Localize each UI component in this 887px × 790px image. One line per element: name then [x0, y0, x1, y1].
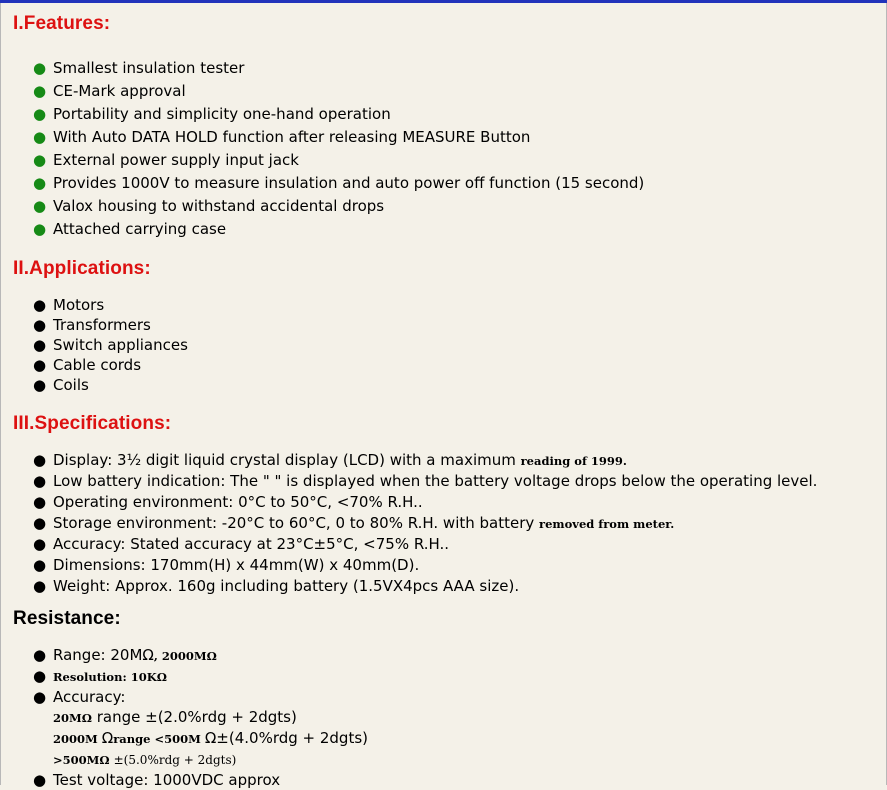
bullet-icon: ● — [33, 688, 47, 706]
accuracy-line-3 — [13, 749, 368, 770]
bullet-icon: ● — [33, 220, 47, 238]
list-item — [13, 687, 368, 707]
list-item — [13, 375, 188, 395]
list-item-text: Operating environment: 0°C to 50°C, <70% R.H.. — [53, 493, 423, 511]
list-item — [13, 295, 188, 315]
bullet-icon: ● — [33, 646, 47, 664]
list-item — [13, 103, 644, 126]
bullet-icon: ● — [33, 105, 47, 123]
bullet-icon: ● — [33, 296, 47, 314]
bullet-icon: ● — [33, 174, 47, 192]
list-item — [13, 513, 817, 534]
features-list — [13, 57, 644, 241]
list-item — [13, 666, 368, 687]
bullet-icon: ● — [33, 577, 47, 595]
features-title: I.Features: — [13, 13, 111, 34]
list-item-text: Storage environment: -20°C to 60°C, 0 to 80% R.H. with battery — [53, 514, 540, 532]
bullet-icon: ● — [33, 535, 47, 553]
bullet-icon: ● — [33, 667, 47, 685]
bullet-icon: ● — [33, 151, 47, 169]
bullet-icon: ● — [33, 771, 47, 789]
bullet-icon: ● — [33, 82, 47, 100]
acc2-main-a: Ω — [101, 729, 114, 747]
bullet-icon: ● — [33, 472, 47, 490]
accuracy-label: Accuracy: — [53, 688, 126, 706]
bullet-icon: ● — [33, 197, 47, 215]
list-item-text: Coils — [53, 376, 89, 394]
acc2-main-b: Ω±(4.0%rdg + 2dgts) — [204, 729, 369, 747]
list-item — [13, 555, 817, 576]
list-item-small-text: reading of 1999. — [520, 454, 627, 468]
list-item-text: External power supply input jack — [53, 151, 299, 169]
list-item — [13, 149, 644, 172]
list-item-text: Cable cords — [53, 356, 142, 374]
list-item-text: Weight: Approx. 160g including battery (1.5VX4pcs AAA size). — [53, 577, 520, 595]
range-text: Range: 20MΩ — [53, 646, 154, 664]
list-item-text: Dimensions: 170mm(H) x 44mm(W) x 40mm(D). — [53, 556, 420, 574]
range-small-text: , 2000MΩ — [153, 649, 217, 663]
list-item-text: With Auto DATA HOLD function after releasing MEASURE Button — [53, 128, 531, 146]
accuracy-line-1 — [13, 707, 368, 728]
list-item-text: Portability and simplicity one-hand operation — [53, 105, 391, 123]
bullet-icon: ● — [33, 128, 47, 146]
list-item — [13, 770, 368, 790]
acc2-small-b: range <500M — [113, 732, 205, 746]
list-item-text: Low battery indication: The " " is displayed when the battery voltage drops below the operating level. — [53, 472, 818, 490]
list-item-text: Attached carrying case — [53, 220, 227, 238]
accuracy-line-2 — [13, 728, 368, 749]
list-item — [13, 218, 644, 241]
list-item-text: CE-Mark approval — [53, 82, 186, 100]
test-voltage-text: Test voltage: 1000VDC approx — [53, 771, 281, 789]
acc1-main: range ±(2.0%rdg + 2dgts) — [91, 708, 297, 726]
list-item-small-text: removed from meter. — [539, 517, 675, 531]
list-item — [13, 315, 188, 335]
list-item — [13, 576, 817, 597]
list-item — [13, 534, 817, 555]
bullet-icon: ● — [33, 556, 47, 574]
bullet-icon: ● — [33, 316, 47, 334]
bullet-icon: ● — [33, 59, 47, 77]
acc2-small-a: 2000M — [53, 732, 102, 746]
list-item-text: Display: 3½ digit liquid crystal display (LCD) with a maximum — [53, 451, 521, 469]
list-item — [13, 80, 644, 103]
bullet-icon: ● — [33, 451, 47, 469]
applications-list — [13, 295, 188, 395]
specifications-title: III.Specifications: — [13, 413, 172, 434]
bullet-icon: ● — [33, 376, 47, 394]
list-item — [13, 450, 817, 471]
list-item-text: Switch appliances — [53, 336, 188, 354]
list-item-text: Provides 1000V to measure insulation and auto power off function (15 second) — [53, 174, 645, 192]
bullet-icon: ● — [33, 493, 47, 511]
list-item — [13, 57, 644, 80]
bullet-icon: ● — [33, 356, 47, 374]
list-item-text: Valox housing to withstand accidental drops — [53, 197, 385, 215]
acc1-small: 20MΩ — [53, 711, 92, 725]
list-item — [13, 471, 817, 492]
applications-title: II.Applications: — [13, 258, 151, 279]
list-item — [13, 492, 817, 513]
bullet-icon: ● — [33, 514, 47, 532]
list-item-text: Smallest insulation tester — [53, 59, 245, 77]
bullet-icon: ● — [33, 336, 47, 354]
specifications-list — [13, 450, 817, 597]
list-item-text: Transformers — [53, 316, 151, 334]
list-item — [13, 355, 188, 375]
list-item — [13, 335, 188, 355]
list-item-text: Motors — [53, 296, 105, 314]
list-item — [13, 172, 644, 195]
resistance-title: Resistance: — [13, 608, 121, 629]
list-item-text: Accuracy: Stated accuracy at 23°C±5°C, <75% R.H.. — [53, 535, 450, 553]
list-item — [13, 126, 644, 149]
acc3-small-b: ±(5.0%rdg + 2dgts) — [113, 753, 237, 767]
resolution-text: Resolution: 10KΩ — [53, 670, 167, 684]
list-item — [13, 195, 644, 218]
list-item — [13, 645, 368, 666]
acc3-small-a: >500MΩ — [53, 753, 114, 767]
resistance-list — [13, 645, 368, 790]
